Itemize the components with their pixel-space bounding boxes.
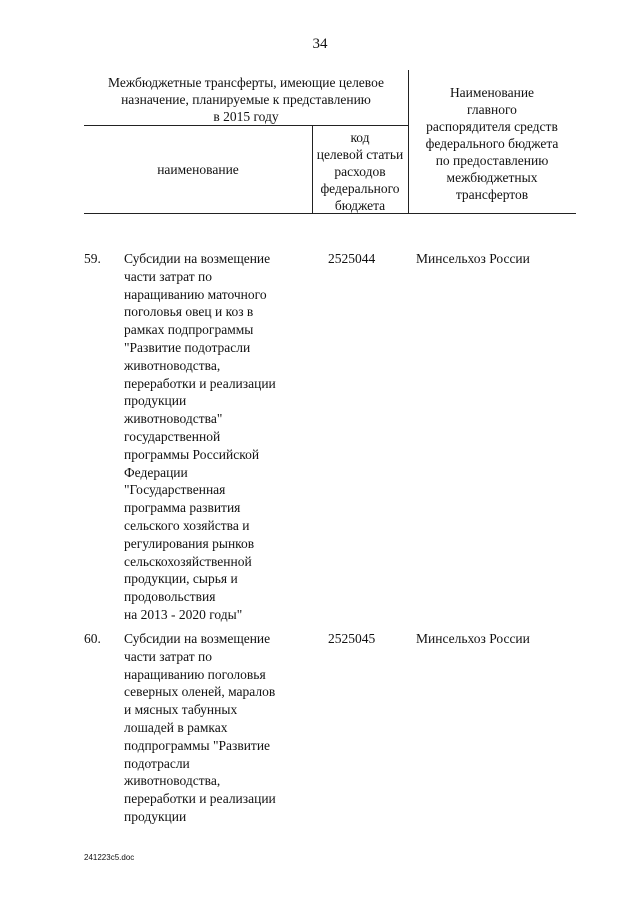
column-header-name: наименование <box>84 126 313 213</box>
row-distributor: Минсельхоз России <box>416 631 530 646</box>
row-number: 59. <box>84 251 101 266</box>
document-filename: 241223c5.doc <box>84 853 135 862</box>
row-distributor: Минсельхоз России <box>416 251 530 266</box>
row-code: 2525044 <box>328 251 376 266</box>
transfers-group-header <box>84 70 409 213</box>
column-header-distributor: Наименование главного распорядителя средств федерального бюджета по предоставлению межбюджетных трансфертов <box>425 85 559 202</box>
table-header <box>84 70 576 214</box>
column-header-code: код целевой статьи расходов федерального бюджета <box>316 130 404 213</box>
row-name: Субсидии на возмещение части затрат по наращиванию поголовья северных оленей, маралов и мясных табунных лошадей в рамках подпрограммы "Развитие подотрасли животноводства, переработки и реализации продукции <box>124 631 276 824</box>
row-name: Субсидии на возмещение части затрат по наращиванию маточного поголовья овец и коз в рамках подпрограммы "Развитие подотрасли животноводства, переработки и реализации продукции животноводства" государственной программы Российской Федерации "Государственная программа развития сельского хозяйства и регулирования рынков сельскохозяйственной продукции, сырья и продовольствия на 2013 - 2020 годы" <box>124 251 276 622</box>
transfers-group-title: Межбюджетные трансферты, имеющие целевое назначение, планируемые к представлению в 2015 году <box>84 70 408 126</box>
page-number: 34 <box>312 36 328 52</box>
row-number: 60. <box>84 631 101 646</box>
row-code: 2525045 <box>328 631 376 646</box>
